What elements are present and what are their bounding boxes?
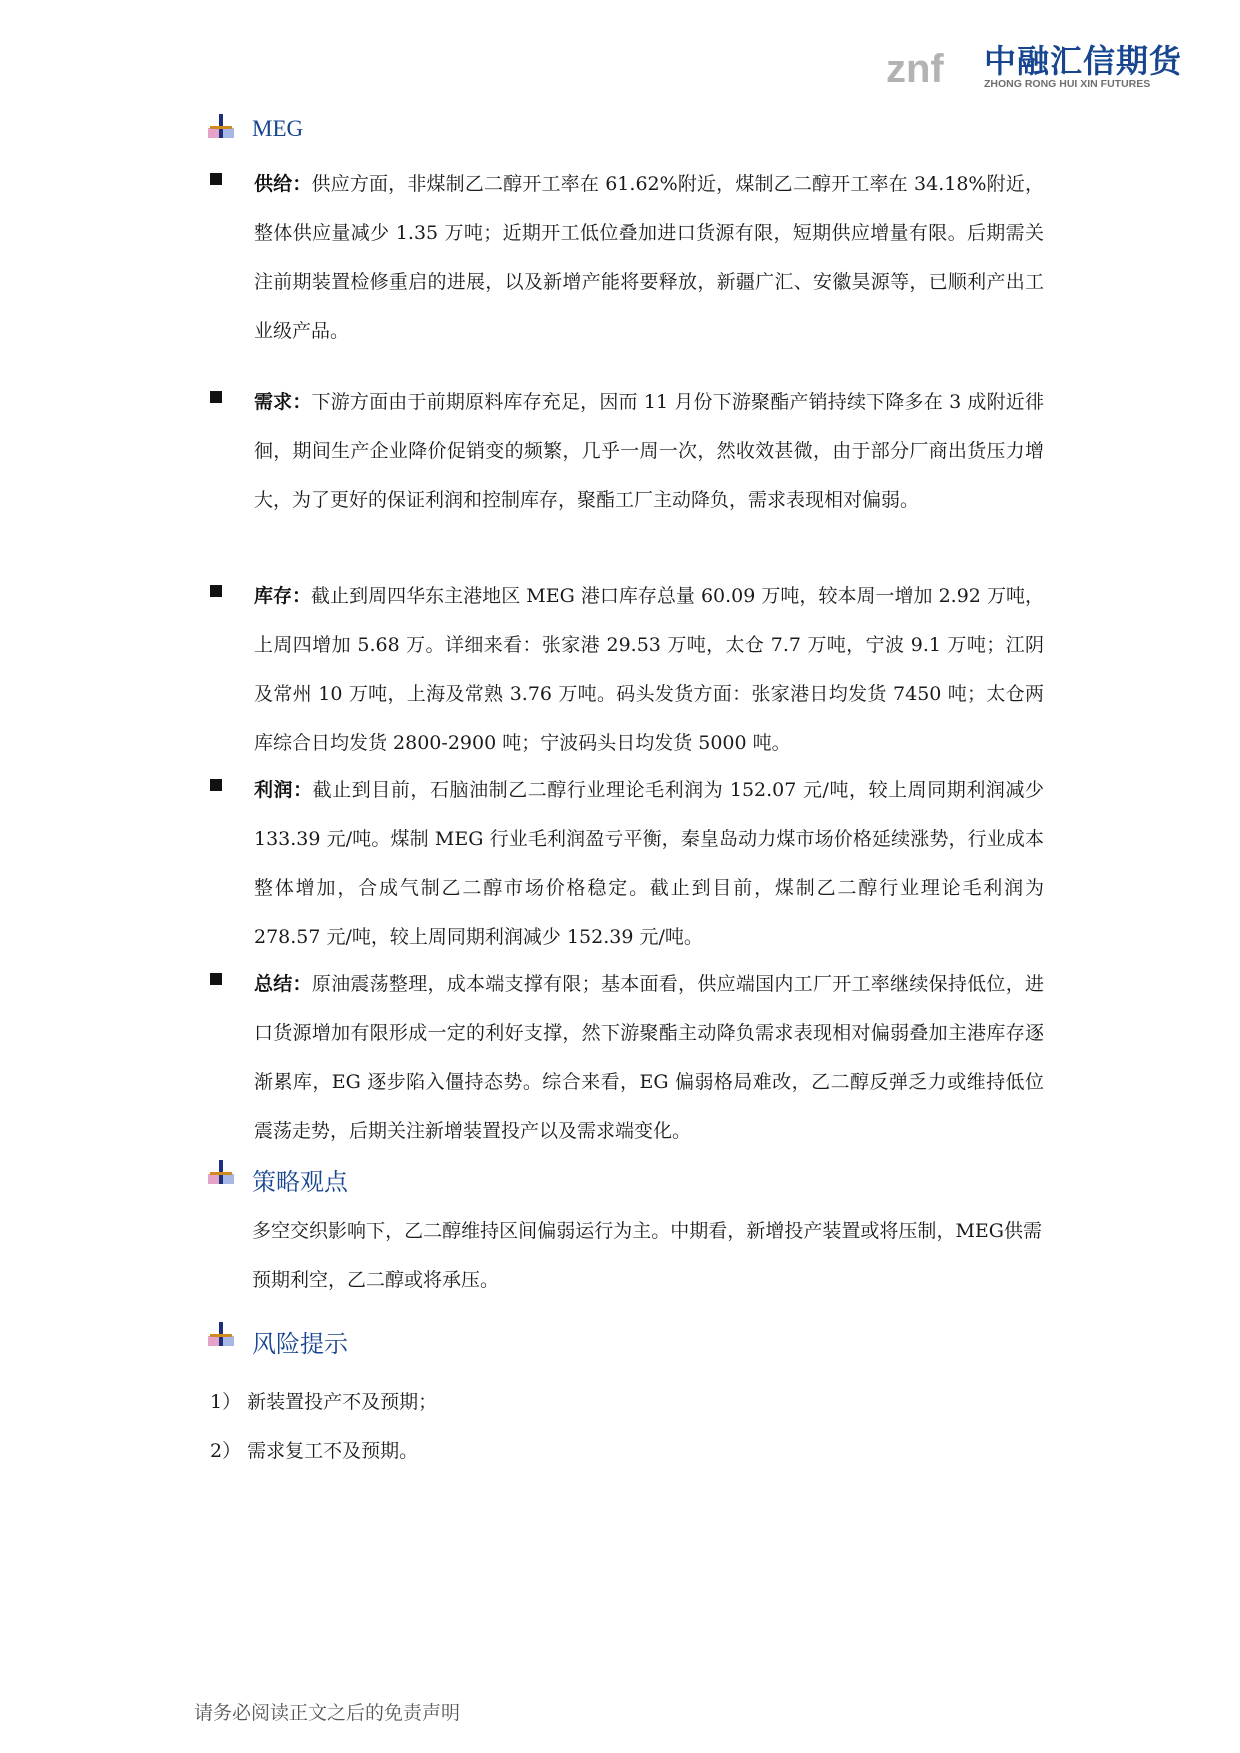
strategy-paragraph: 多空交织影响下，乙二醇维持区间偏弱运行为主。中期看，新增投产装置或将压制，MEG供需预期利空，乙二醇或将承压。 xyxy=(252,1220,1042,1291)
bullet-paragraph xyxy=(254,378,1044,525)
bullet-label: 供给： xyxy=(254,173,312,195)
section-marker-icon xyxy=(208,114,236,144)
bullet-inventory xyxy=(210,572,1045,772)
bullet-text: 原油震荡整理，成本端支撑有限；基本面看，供应端国内工厂开工率继续保持低位，进口货源增加有限形成一定的利好支撑，然下游聚酯主动降负需求表现相对偏弱叠加主港库存逐渐累库，EG 逐步陷入僵持态势。综合来看，EG 偏弱格局难改，乙二醇反弹乏力或维持低位震荡走势，后期关注新增装置投产以及需求端变化。 xyxy=(254,973,1044,1142)
square-bullet-icon xyxy=(210,391,222,403)
risk-item: 1） 新装置投产不及预期； xyxy=(210,1391,438,1413)
section-title: MEG xyxy=(252,116,304,141)
company-logo xyxy=(886,30,1183,90)
square-bullet-icon xyxy=(210,973,222,985)
bullet-text: 截止到目前，石脑油制乙二醇行业理论毛利润为 152.07 元/吨，较上周同期利润减少 133.39 元/吨。煤制 MEG 行业毛利润盈亏平衡，秦皇岛动力煤市场价格延续涨势，行业成本整体增加，合成气制乙二醇市场价格稳定。截止到目前，煤制乙二醇行业理论毛利润为 278.57 元/吨，较上周同期利润减少 152.39 元/吨。 xyxy=(254,779,1044,948)
section-marker-icon xyxy=(208,1160,236,1190)
znf-logo-mark-icon xyxy=(886,30,968,90)
square-bullet-icon xyxy=(210,779,222,791)
bullet-paragraph xyxy=(254,160,1044,356)
section-marker-icon xyxy=(208,1322,236,1352)
bullet-label: 库存： xyxy=(254,585,312,607)
risk-item: 2） 需求复工不及预期。 xyxy=(210,1440,419,1462)
bullet-supply xyxy=(210,160,1045,360)
bullet-text: 截止到周四华东主港地区 MEG 港口库存总量 60.09 万吨，较本周一增加 2.92 万吨，上周四增加 5.68 万。详细来看：张家港 29.53 万吨，太仓 7.7 万吨，宁波 9.1 万吨；江阴及常州 10 万吨，上海及常熟 3.76 万吨。码头发货方面：张家港日均发货 7450 吨；太仓两库综合日均发货 2800-2900 吨；宁波码头日均发货 5000 吨。 xyxy=(254,585,1044,754)
square-bullet-icon xyxy=(210,173,222,185)
bullet-profit xyxy=(210,766,1045,966)
bullet-label: 需求： xyxy=(254,391,312,413)
section-title: 风险提示 xyxy=(252,1330,348,1358)
bullet-demand xyxy=(210,378,1045,578)
svg-text:znf: znf xyxy=(886,47,944,90)
company-name-en: ZHONG RONG HUI XIN FUTURES xyxy=(984,78,1151,90)
bullet-label: 利润： xyxy=(254,779,313,801)
disclaimer-footer: 请务必阅读正文之后的免责声明 xyxy=(194,1702,461,1724)
bullet-summary xyxy=(210,960,1045,1160)
square-bullet-icon xyxy=(210,585,222,597)
bullet-text: 下游方面由于前期原料库存充足，因而 11 月份下游聚酯产销持续下降多在 3 成附近徘徊，期间生产企业降价促销变的频繁，几乎一周一次，然收效甚微，由于部分厂商出货压力增大，为了更好的保证利润和控制库存，聚酯工厂主动降负，需求表现相对偏弱。 xyxy=(254,391,1044,511)
company-name-cn: 中融汇信期货 xyxy=(984,42,1183,80)
bullet-paragraph xyxy=(254,960,1044,1156)
section-title: 策略观点 xyxy=(252,1168,348,1196)
bullet-label: 总结： xyxy=(254,973,312,995)
bullet-text: 供应方面，非煤制乙二醇开工率在 61.62%附近，煤制乙二醇开工率在 34.18%附近，整体供应量减少 1.35 万吨；近期开工低位叠加进口货源有限，短期供应增量有限。后期需关注前期装置检修重启的进展，以及新增产能将要释放，新疆广汇、安徽昊源等，已顺利产出工业级产品。 xyxy=(254,173,1044,342)
bullet-paragraph xyxy=(254,572,1044,768)
bullet-paragraph xyxy=(254,766,1044,962)
